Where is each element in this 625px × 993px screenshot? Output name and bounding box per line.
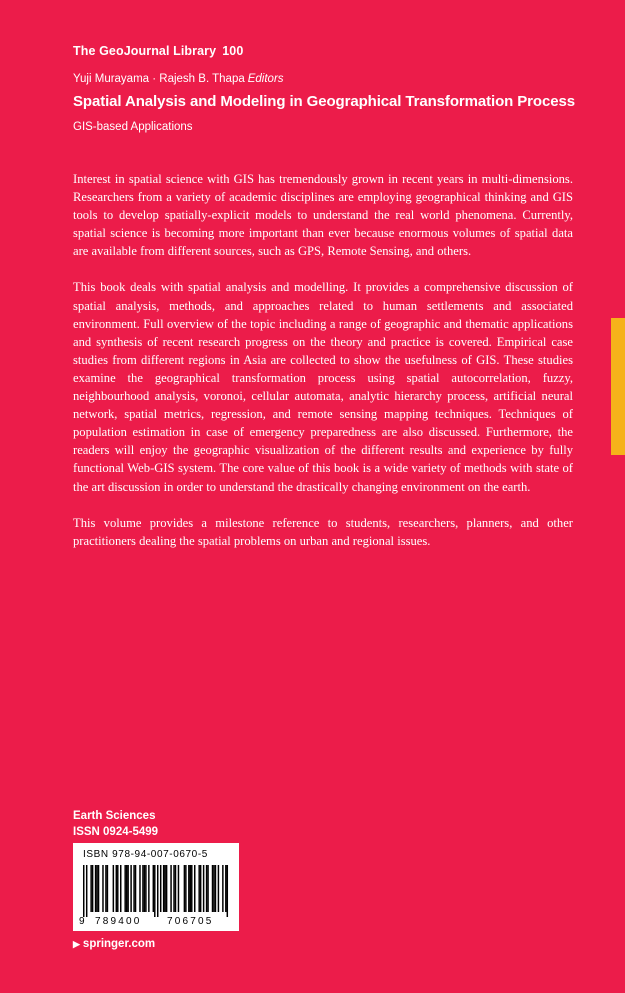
- series-line: [73, 44, 243, 58]
- website-label: springer.com: [82, 938, 156, 950]
- barcode-digit-group-1: 789400: [95, 916, 142, 927]
- publisher-website[interactable]: [73, 938, 155, 950]
- arrow-right-icon: ▶: [73, 939, 80, 949]
- barcode-icon: [83, 865, 231, 917]
- editors-line: [73, 73, 284, 85]
- series-name: The GeoJournal Library: [73, 44, 217, 58]
- isbn-text: ISBN 978-94-007-0670-5: [83, 849, 208, 860]
- subject-label: Earth Sciences: [73, 810, 156, 822]
- book-title: Spatial Analysis and Modeling in Geographical Transformation Process: [73, 93, 575, 110]
- editor-names: Yuji Murayama · Rajesh B. Thapa: [73, 73, 245, 85]
- editors-role: Editors: [247, 73, 284, 85]
- blurb-paragraph-3: This volume provides a milestone reference to students, researchers, planners, and other practitioners dealing the spatial problems on urban and regional issues.: [73, 515, 573, 548]
- subject-block: [73, 808, 158, 840]
- book-subtitle: GIS-based Applications: [73, 121, 193, 133]
- blurb-paragraph-1: Interest in spatial science with GIS has tremendously grown in recent years in multi-dimensions. Researchers from a variety of academic disciplines are employing geographical thinking and GIS tools to develop spatially-explicit models to understand the real world phenomena. Currently, spatial science is becoming more important than ever because enormous volumes of spatial data are available from different sources, such as GPS, Remote Sensing, and others.: [73, 172, 573, 259]
- barcode-box: [73, 843, 239, 931]
- issn-label: ISSN 0924-5499: [73, 826, 159, 838]
- series-number: 100: [222, 44, 244, 58]
- barcode-digit-first: 9: [79, 916, 85, 927]
- barcode-digit-group-2: 706705: [167, 916, 214, 927]
- edge-color-tab: [611, 318, 625, 455]
- blurb: [73, 170, 573, 568]
- blurb-paragraph-2: This book deals with spatial analysis and modelling. It provides a comprehensive discussion of spatial analysis, methods, and approaches related to human settlements and associated environment. Full overview of the topic including a range of geographic and thematic applications and synthesis of recent research progress on the theory and practice is covered. Empirical case studies from different regions in Asia are collected to show the usefulness of GIS. These studies examine the geographical transformation process using spatial autocorrelation, fuzzy, neighbourhood analysis, voronoi, cellular automata, analytic hierarchy process, artificial neural network, spatial metrics, regression, and remote sensing mapping techniques. Techniques of population estimation in case of emergency preparedness are also discussed. Furthermore, the readers will enjoy the geographic visualization of the different results and experience by fully functional Web-GIS system. The core value of this book is a wide variety of methods with state of the art discussion in order to understand the drastically changing environment on the earth.: [73, 280, 573, 494]
